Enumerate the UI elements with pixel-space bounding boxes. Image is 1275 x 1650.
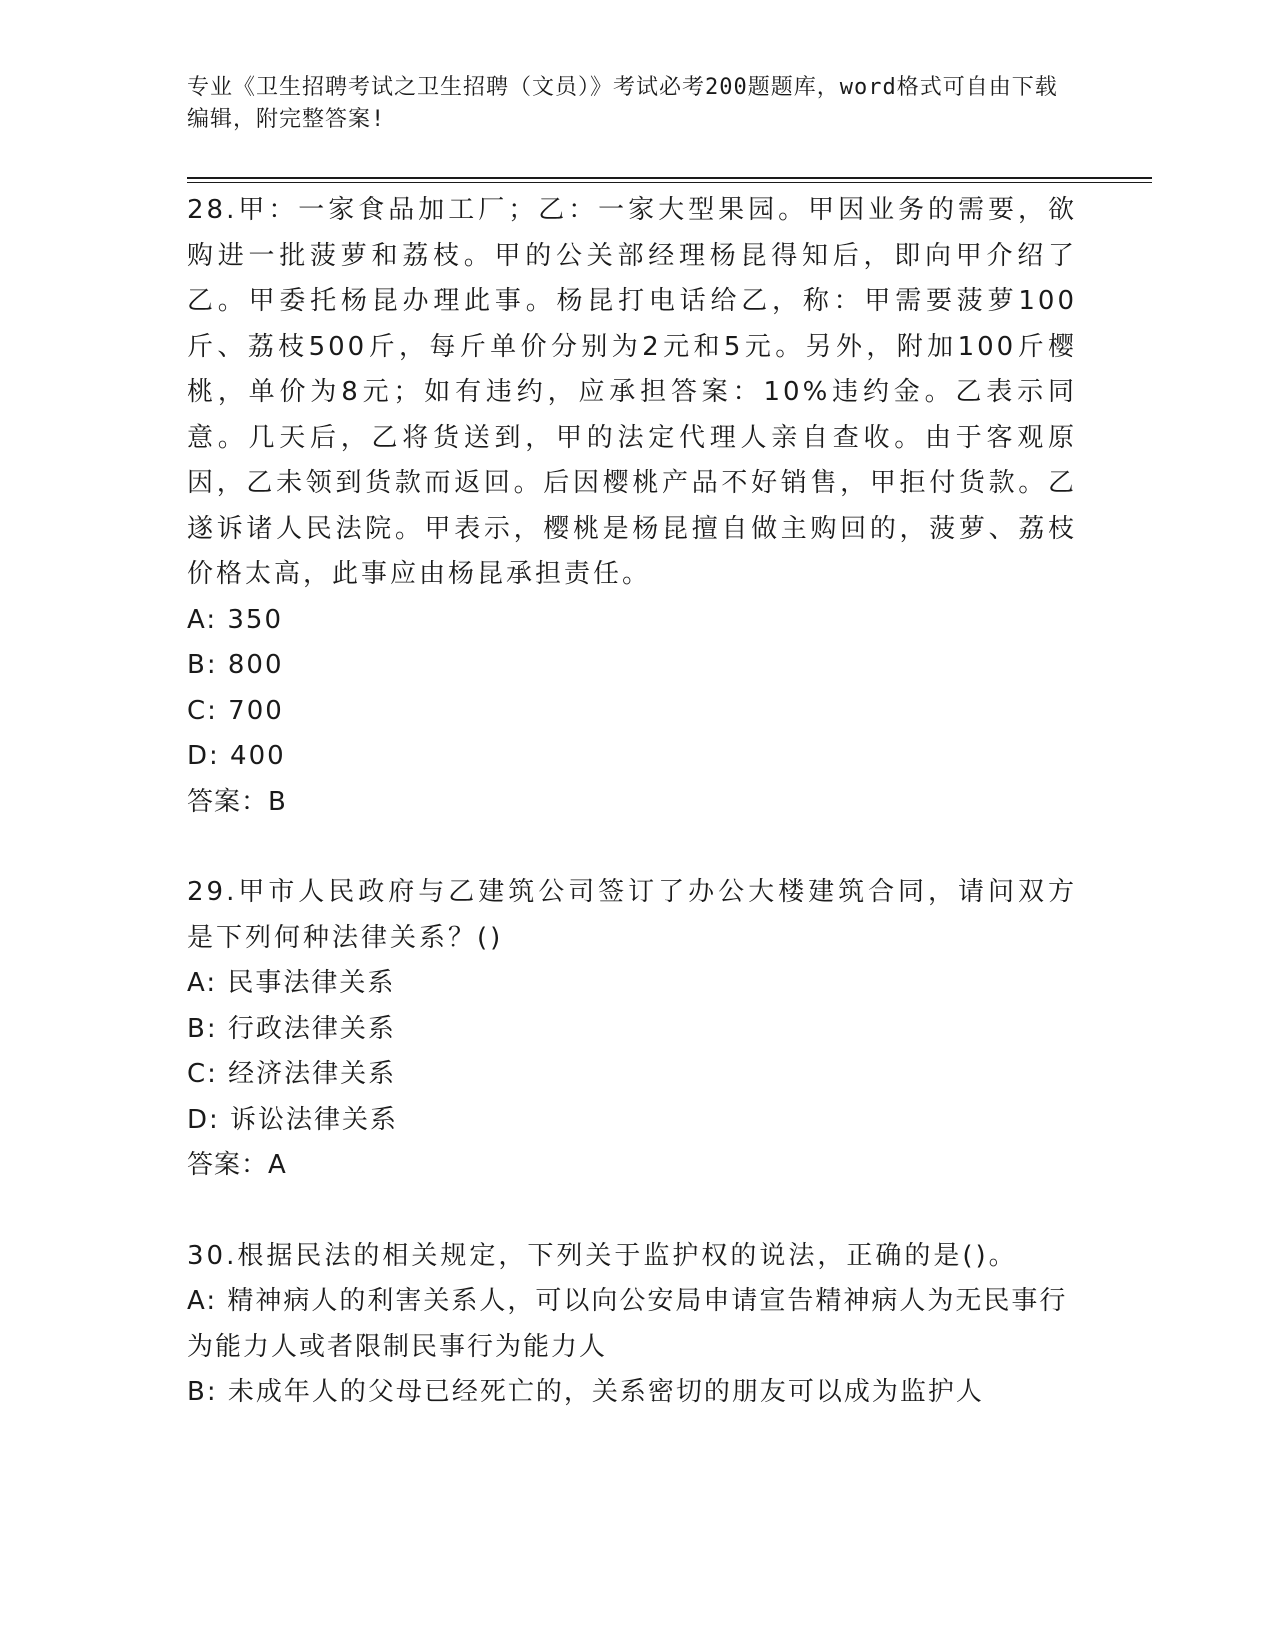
option-a: A: 精神病人的利害关系人，可以向公安局申请宣告精神病人为无民事行为能力人或者限制民事行为能力人 (187, 1286, 1068, 1362)
option-d: D: 400 (187, 741, 286, 771)
option-c: C: 700 (187, 695, 284, 726)
option-a: A: 民事法律关系 (187, 968, 396, 998)
option-c: C: 经济法律关系 (187, 1059, 397, 1089)
answer-line: 答案：A (187, 1150, 287, 1180)
option-d: D: 诉讼法律关系 (187, 1104, 399, 1135)
question-list (187, 188, 1077, 1416)
question-text: 29.甲市人民政府与乙建筑公司签订了办公大楼建筑合同，请问双方是下列何种法律关系？() (187, 877, 1077, 953)
question-30 (187, 1234, 1077, 1416)
question-text: 30.根据民法的相关规定，下列关于监护权的说法，正确的是()。 (187, 1240, 1018, 1271)
question-text: 28.甲：一家食品加工厂；乙：一家大型果园。甲因业务的需要，欲购进一批菠萝和荔枝。甲的公关部经理杨昆得知后，即向甲介绍了乙。甲委托杨昆办理此事。杨昆打电话给乙，称：甲需要菠萝100斤、荔枝500斤，每斤单价分别为2元和5元。另外，附加100斤樱桃，单价为8元；如有违约，应承担答案：10%违约金。乙表示同意。几天后，乙将货送到，甲的法定代理人亲自查收。由于客观原因，乙未领到货款而返回。后因樱桃产品不好销售，甲拒付货款。乙遂诉诸人民法院。甲表示，樱桃是杨昆擅自做主购回的，菠萝、荔枝价格太高，此事应由杨昆承担责任。 (187, 195, 1077, 589)
question-29 (187, 870, 1077, 1189)
header-divider-thick (187, 177, 1152, 179)
question-28 (187, 188, 1077, 825)
question-spacer (187, 825, 1077, 870)
option-b: B: 未成年人的父母已经死亡的，关系密切的朋友可以成为监护人 (187, 1377, 984, 1407)
document-header: 专业《卫生招聘考试之卫生招聘（文员）》考试必考200题题库，word格式可自由下载编辑，附完整答案! (187, 75, 1058, 132)
answer-line: 答案：B (187, 786, 287, 817)
option-a: A: 350 (187, 604, 283, 635)
option-b: B: 800 (187, 650, 284, 680)
header-divider-thin (187, 182, 1152, 183)
option-b: B: 行政法律关系 (187, 1013, 396, 1044)
question-spacer (187, 1189, 1077, 1234)
